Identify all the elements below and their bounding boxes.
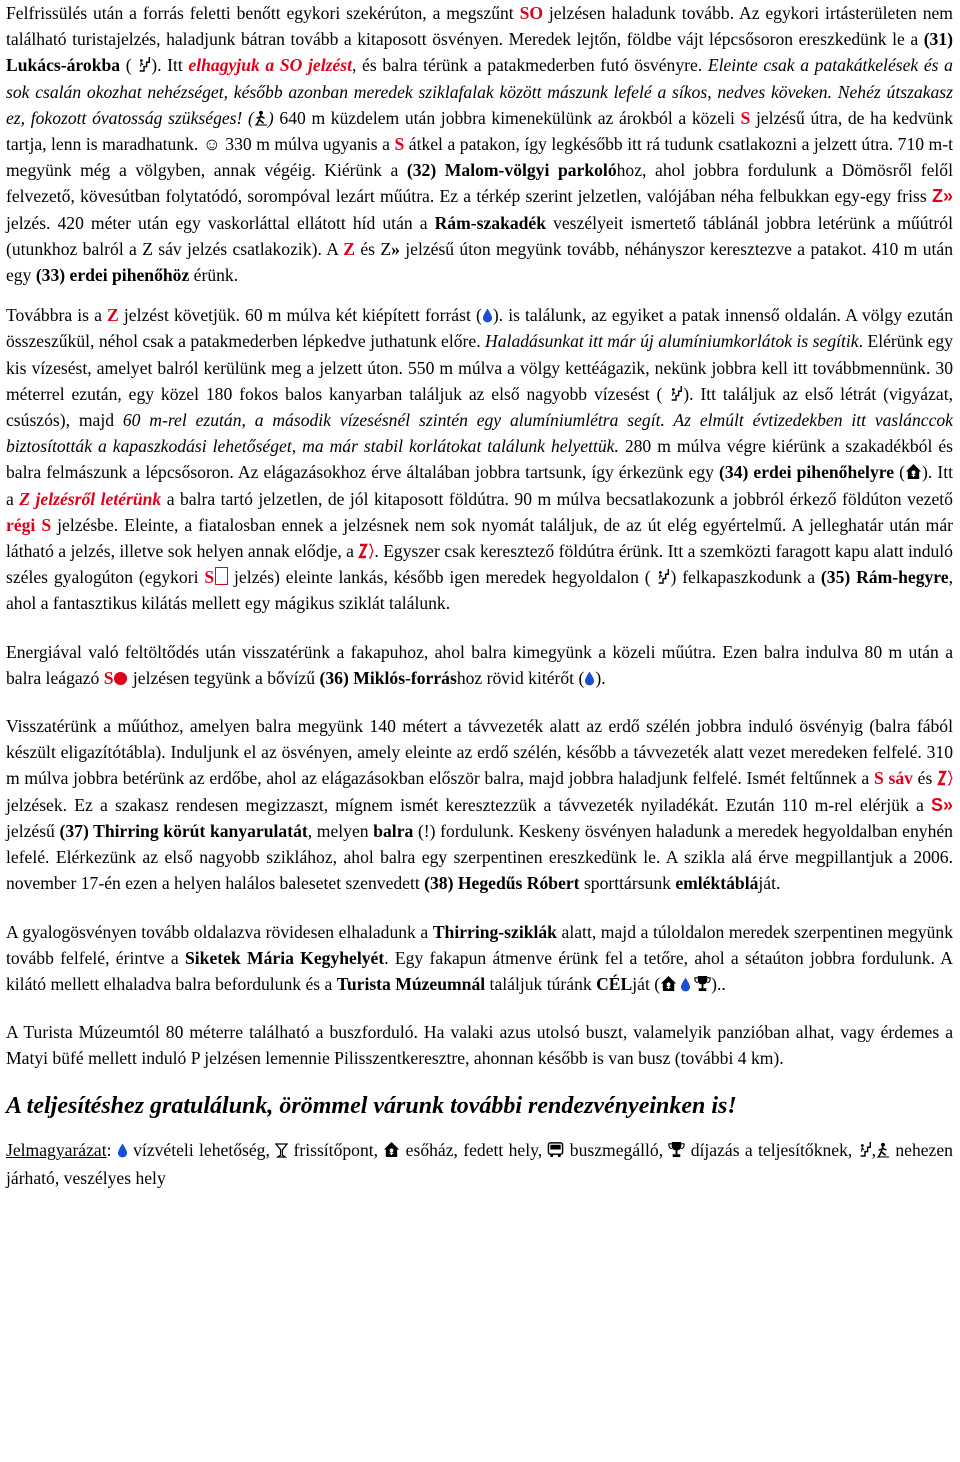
text: 280 m múlva végre kiérünk a szakadékból és balra felmászunk a lépcsősoron. Az elágazásokhoz érve általában jobbra tartsunk, így érkezünk egy — [6, 436, 954, 483]
location-35: (35) Rám-hegyre — [820, 567, 949, 588]
text: esőház, fedett hely, — [400, 1139, 548, 1160]
legend-title: Jelmagyarázat — [6, 1139, 107, 1160]
text: . Egyszer csak keresztező földútra érünk. Itt a szemközti faragott kapu alatt induló széles gyalogúton (egykori — [6, 541, 953, 588]
legend — [6, 1136, 953, 1192]
z-marker: Z — [343, 238, 356, 259]
location-31: (31) Lukács-árokba — [6, 29, 953, 76]
paragraph-3 — [6, 639, 953, 691]
paragraph-1 — [6, 0, 953, 288]
shelter-icon — [383, 1141, 400, 1158]
location-33: (33) erdei pihenőhöz — [35, 265, 190, 286]
italic-note: 60 m-rel ezután, a második vízesésnél szintén egy alumíniumlétra segít. Az elmúlt évtizedekben itt vaslánccok biztosították a kapaszkodási lehetőséget, ma már stabil korlátokat találunk helyettük. — [6, 410, 953, 457]
text: , ahol a fantasztikus kilátás mellett egy mágikus sziklát találunk. — [6, 567, 953, 614]
text: Továbbra is a — [6, 305, 108, 326]
text: jelzésen tegyünk a bővízű — [128, 667, 320, 688]
text: a balra tartó jelzetlen, de jól kitaposott földútra. 90 m múlva becsatlakozunk a jobbról érkező földúton vezető — [161, 488, 953, 509]
bus-stop-icon — [547, 1141, 564, 1158]
text: jelzésen haladunk tovább. Az egykori irtásterületen nem található turistajelzés, haladjunk bátran tovább a kitaposott ösvényen. Meredek lejtőn, földbe vájt lépcsősoron ereszkedünk le a — [6, 3, 953, 50]
text: jelzésű útra, de ha kedvünk tartja, lenn is maradhatunk. ☺ 330 m múlva ugyanis a — [6, 107, 953, 155]
text: ( — [120, 55, 138, 76]
location-34: (34) erdei pihenőhelyre — [719, 462, 895, 483]
text: hoz rövid kitérőt ( — [456, 667, 585, 688]
location-37: (37) Thirring körút kanyarulatát — [59, 820, 308, 841]
text: , — [871, 1139, 877, 1160]
text: balra — [373, 820, 414, 841]
s-marker: S — [103, 667, 114, 688]
text: frissítőpont, — [288, 1139, 384, 1160]
text: találjuk túránk — [485, 973, 597, 994]
text: Visszatérünk a műúthoz, amelyen balra megyünk 140 métert a távvezeték alatt az erdő szélén jobbra induló ösvényig (balra fából készült eligazítótábla). Induljunk el az ösvényen, amely eleinte az erdő szélén, később a távvezeték alatt vezet meredeken felfelé. 310 m múlva jobbra betérünk az erdőbe, ahol az elágazásokban először balra, majd jobbra haladjunk felfelé. Ismét feltűnnek a — [6, 716, 953, 789]
text: díjazás a teljesítőknek, — [685, 1139, 858, 1160]
circle-marker-icon — [113, 671, 128, 686]
text: jelzések. Ez a szakasz rendesen megizzaszt, mígnem ismét keresztezzük a távvezeték nyiladékát. Ezután 110 m-rel elérjük a — [6, 794, 931, 815]
text: (!) fordulunk. Keskeny ösvényen haladunk a meredek hegyoldalban enyhén lefelé. Elérkezünk az első nagyobb sziklához, ahol balra egy szerpentinen ereszkedünk le. A szikla alá érve megpillantjuk a 2006. november 17-én ezen a helyen halálos balesetet szenvedett — [6, 820, 953, 894]
text: ). — [595, 667, 606, 688]
text: és Z — [355, 238, 392, 259]
water-drop-icon — [117, 1143, 128, 1158]
text: CÉL — [596, 973, 633, 994]
text: ). Itt — [151, 55, 189, 76]
ram-szakadek: Rám-szakadék — [434, 212, 547, 233]
paragraph-4 — [6, 713, 953, 896]
text: ) felkapaszkodunk a — [670, 567, 821, 588]
text: Energiával való feltöltődés után visszatérünk a fakapuhoz, ahol balra kimegyünk a közeli műútra. Ezen balra indulva 80 m után a balra leágazó — [6, 641, 953, 688]
s-arrow-marker: S» — [930, 794, 953, 815]
z-arrow-marker: Z» — [931, 186, 953, 207]
z-zigzag-marker-icon — [937, 770, 947, 786]
s-box-marker: S — [204, 567, 215, 588]
text: jelzés. 420 méter után egy vaskorláttal ellátott híd után a — [6, 212, 435, 233]
z-zigzag-marker-icon — [358, 543, 368, 559]
box-marker-icon — [215, 567, 228, 585]
s-marker: S — [740, 107, 751, 128]
text: Turista Múzeumnál — [336, 973, 486, 994]
closing-headline: A teljesítéshez gratulálunk, örömmel várunk további rendezvényeinken is! — [6, 1092, 737, 1119]
text: nehezen járható, veszélyes hely — [6, 1139, 953, 1188]
paragraph-6: A Turista Múzeumtól 80 méterre található a buszforduló. Ha valaki azus utolsó buszt, valamelyik panzióban alhat, vagy érdemes a Matyi büfé mellett induló P jelzésen lemennie Pilisszentkeresztre, ahonnan később is van busz (további 4 km). — [6, 1022, 953, 1069]
italic-note: Haladásunkat itt már új alumíniumkorlátok is segítik — [485, 331, 859, 352]
water-drop-icon — [584, 671, 595, 686]
location-32: (32) Malom-völgyi parkoló — [406, 160, 617, 181]
text: hoz, ahol jobbra fordulunk a Dömösről felől felvezető, kövesútban folytatódó, sorompóval lezárt műútra. Ez a térkép szerint jelzetlen, valójában néha felbukkan egy-egy friss — [6, 160, 953, 207]
hazard-icon — [254, 110, 268, 126]
warning-leave-so: elhagyjuk a SO jelzést — [188, 55, 352, 76]
text: jelzésű úton megyünk tovább, néhányszor keresztezve a patakot. 410 m után egy — [6, 238, 953, 286]
text: ját. — [758, 873, 781, 894]
shelter-icon — [905, 463, 922, 480]
text: emléktáblá — [675, 873, 759, 894]
s-sav-marker: S sáv — [873, 768, 913, 789]
text: ( — [894, 462, 905, 483]
location-36: (36) Miklós-forrás — [319, 667, 457, 688]
steep-path-icon — [137, 55, 151, 73]
text: jelzésbe. Eleinte, a fiatalosban ennek a jelzésnek nem sok nyomát találjuk, de az út elég egyértelmű. A jelleghatár után már látható a jelzés, illetve sok helyen annak elődje, a — [6, 514, 953, 562]
text: ).. — [711, 973, 726, 994]
text: : — [106, 1139, 117, 1160]
shelter-icon — [660, 975, 677, 992]
text: Thirring-sziklák — [432, 921, 557, 942]
steep-path-icon — [858, 1140, 872, 1158]
text: átkel a patakon, így legkésőbb itt rá tudunk csatlakozni a jelzett útra. 710 m-t megyünk még a völgyben, annak végéig. Kiérünk a — [6, 134, 953, 181]
text: sporttársunk — [579, 873, 676, 894]
text: buszmegálló, — [564, 1139, 669, 1160]
text: 640 m küzdelem után jobbra kimenekülünk az árokból a közeli — [273, 107, 741, 128]
text: ). Itt találjuk az első létrát (vigyázat, csúszós), majd — [6, 383, 953, 431]
text: Siketek Mária Kegyhelyét — [185, 947, 385, 968]
brace-icon — [947, 770, 953, 786]
text: veszélyeit ismertető táblánál jobbra letérünk a műútról (utunkhoz balról a Z sáv jelzés csatlakozik). A — [6, 212, 953, 259]
paragraph-2 — [6, 302, 953, 616]
water-drop-icon — [680, 977, 691, 992]
steep-path-icon — [669, 384, 683, 402]
warning-leave-z: Z jelzésről letérünk — [19, 488, 162, 509]
water-drop-icon — [482, 308, 493, 323]
text: , és balra térünk a patakmederben futó ösvényre. — [351, 55, 708, 76]
text: . Egy fakapun átmenve érünk fel a tetőre, ahol a sétaúton jobbra fordulunk. A kilátó mellett elhaladva balra befordulunk és a — [6, 947, 953, 994]
text: jelzésű — [6, 820, 60, 841]
text: vízvételi lehetőség, — [127, 1139, 276, 1160]
text: alatt, majd a túloldalon meredek szerpentinen megyünk tovább felfelé, érintve a — [6, 921, 953, 968]
text: ) — [267, 107, 274, 128]
italic-note: Eleinte csak a patakátkelések és a sok csalán okozhat nehézséget, később azonban meredek sziklafalak között mászunk lefelé a síkos, nedves köveken. Nehéz útszakasz ez, fokozott óvatosság szükséges! ( — [6, 55, 953, 128]
text: Felfrissülés után a forrás feletti benőtt egykori szekérúton, a megszűnt — [6, 3, 520, 23]
hazard-icon — [876, 1142, 890, 1158]
trophy-icon — [668, 1141, 685, 1158]
text: érünk. — [189, 265, 239, 286]
text: jelzést követjük. 60 m múlva két kiépített forrást ( — [118, 305, 482, 326]
s-marker: S — [394, 134, 405, 155]
paragraph-5 — [6, 919, 953, 998]
text: » — [391, 238, 400, 259]
location-38: (38) Hegedűs Róbert — [424, 873, 580, 894]
text: . Elérünk egy kis vízesést, amelyet balról kerülünk meg a jelzett úton. 550 m múlva a völgy kettéágazik, nekünk jobbra kell itt továbbmennünk. 30 méterrel ezután, egy közel 180 fokos balos kanyarban találjuk az első nagyobb vízesést ( — [6, 331, 953, 404]
steep-path-icon — [656, 567, 670, 585]
trophy-icon — [694, 975, 711, 992]
refreshment-icon — [275, 1143, 288, 1158]
z-marker: Z — [107, 305, 119, 326]
text: ). Itt a — [6, 462, 953, 509]
text: ). is találunk, az egyiket a patak innenső oldalán. A völgy ezután összeszűkül, néhol csak a patakmederben lépkedve juthatunk előre. — [6, 305, 954, 352]
so-marker: SO — [519, 3, 544, 23]
text: és — [912, 768, 938, 789]
old-s-marker: régi S — [6, 514, 52, 535]
text: A gyalogösvényen tovább oldalazva rövidesen elhaladunk a — [6, 921, 433, 942]
text: jelzés) eleinte lankás, később igen meredek hegyoldalon ( — [228, 567, 657, 588]
text: , melyen — [307, 820, 374, 841]
text: ját ( — [632, 973, 661, 994]
